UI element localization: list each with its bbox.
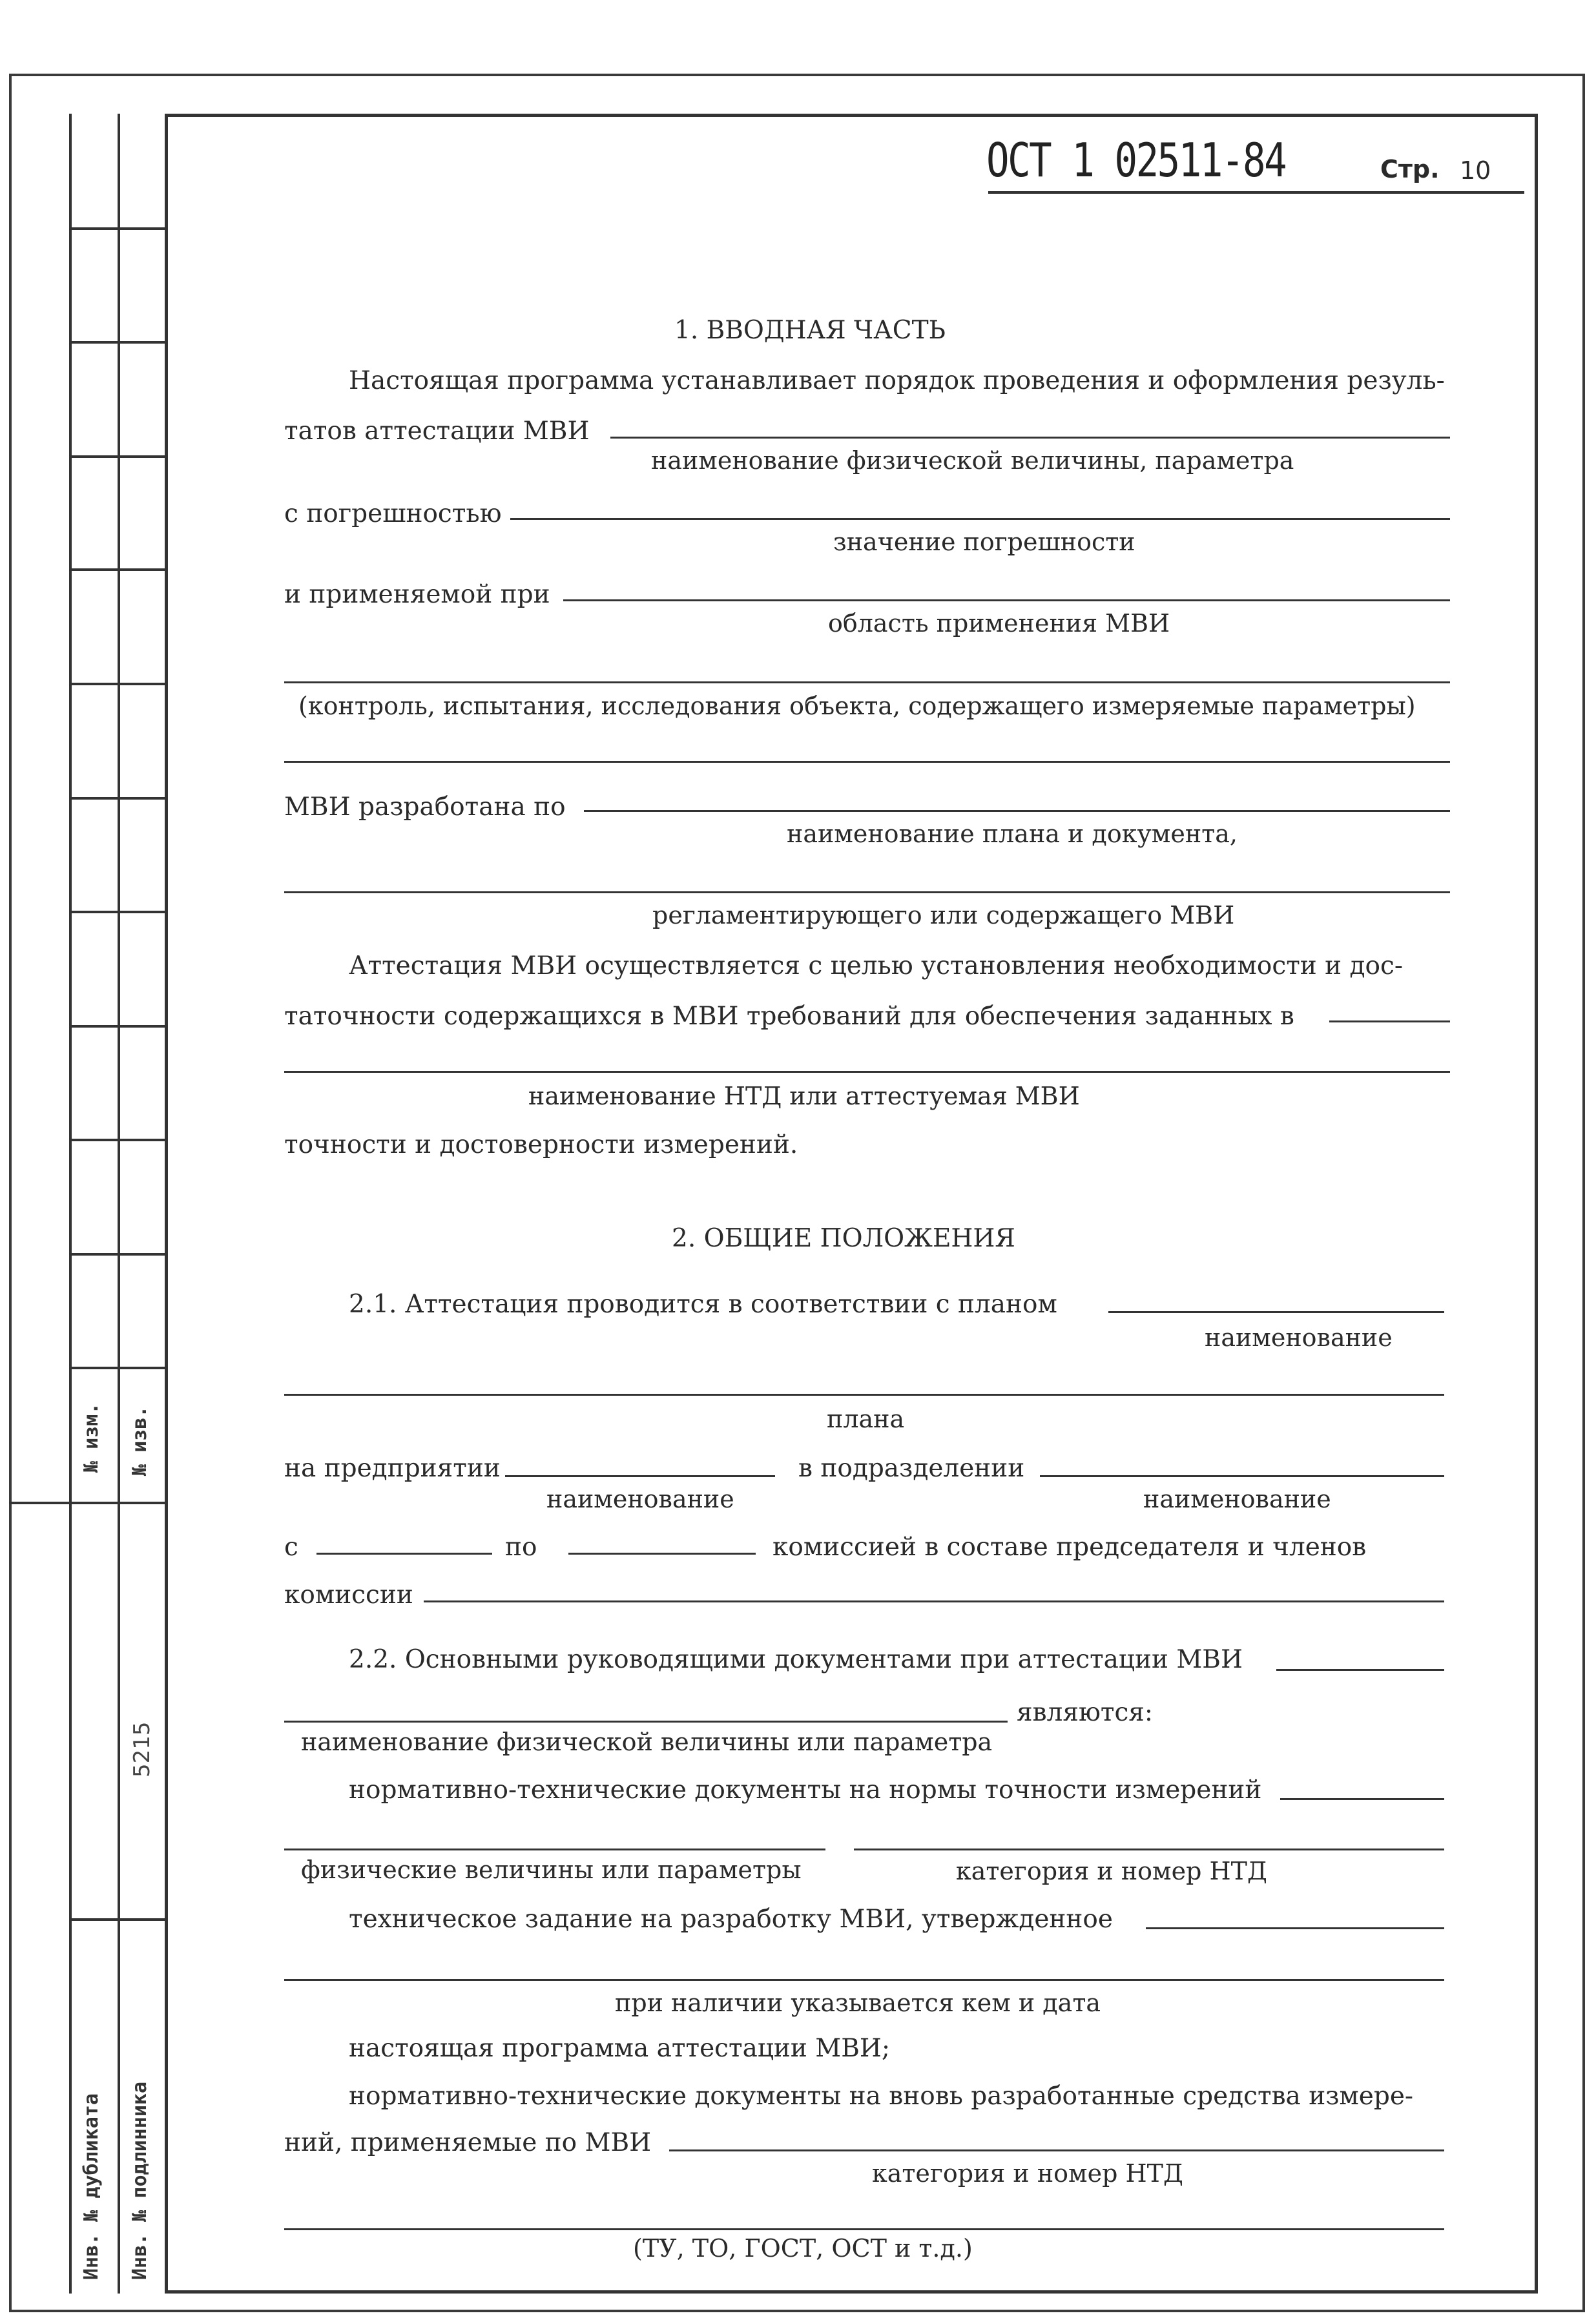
izm-label: № изм. <box>80 1402 103 1473</box>
fill-line-ntd-category <box>854 1849 1444 1850</box>
s1-text-line2: татов аттестации МВИ <box>284 417 590 446</box>
p22-text: 2.2. Основными руководящими документами при аттестации МВИ <box>349 1645 1243 1674</box>
fill-line-enterprise <box>505 1475 775 1477</box>
fill-line-date-from <box>316 1553 492 1555</box>
p21-text: 2.1. Аттестация проводится в соответствии с планом <box>349 1290 1057 1319</box>
fill-line-ntd <box>284 1071 1450 1073</box>
hint-physical-values: физические величины или параметры <box>301 1856 802 1884</box>
fill-line-si <box>669 2149 1444 2151</box>
fill-line-commission <box>424 1600 1444 1602</box>
fill-line-plan <box>584 810 1450 812</box>
fill-line-date-to <box>568 1553 756 1555</box>
fill-line-plan-full <box>284 1394 1444 1396</box>
page-number: 10 <box>1460 156 1491 185</box>
fill-line-tz <box>1146 1927 1444 1929</box>
hint-subdivision-name: наименование <box>1143 1485 1331 1513</box>
hint-enterprise-name: наименование <box>546 1485 734 1513</box>
s1-p2-line3: точности и достоверности измерений. <box>284 1130 798 1159</box>
hint-who-date: при наличии указывается кем и дата <box>615 1989 1101 2017</box>
section1-heading: 1. ВВОДНАЯ ЧАСТЬ <box>674 316 946 345</box>
date-to-label: по <box>505 1533 537 1562</box>
hint-tu-to-gost: (ТУ, ТО, ГОСТ, ОСТ и т.д.) <box>633 2234 973 2263</box>
header-underline <box>988 191 1524 194</box>
komissii-label: комиссии <box>284 1580 413 1610</box>
fill-line-si-2 <box>284 2228 1444 2230</box>
izv-label: № изв. <box>129 1405 151 1476</box>
ntd-si-line1: нормативно-технические документы на вновь разработанные средства измере- <box>349 2082 1414 2111</box>
podrazdelenie-label: в подразделении <box>798 1454 1025 1483</box>
komissiey-text: комиссией в составе председателя и членов <box>772 1533 1367 1562</box>
fill-line-plan-name <box>1108 1311 1444 1313</box>
document-code: ОСТ 1 02511-84 <box>986 133 1286 187</box>
fill-line-mvi <box>610 437 1450 439</box>
ntd-si-line2: ний, применяемые по МВИ <box>284 2128 652 2157</box>
fill-line-pogreshnost <box>510 518 1450 520</box>
dublikat-label: Инв. № дубликата <box>80 2093 103 2280</box>
s1-p2-line1: Аттестация МВИ осуществляется с целью установления необходимости и дос- <box>349 951 1404 980</box>
yavlyayutsya-text: являются: <box>1017 1698 1154 1727</box>
hint-ntd-category-2: категория и номер НТД <box>872 2159 1183 2188</box>
hint-plana: плана <box>827 1405 905 1433</box>
s1-text-line1: Настоящая программа устанавливает порядок проведения и оформления резуль- <box>349 366 1445 395</box>
fill-line-phys-values <box>284 1849 825 1850</box>
date-from-label: с <box>284 1533 298 1562</box>
ntd-norms-text: нормативно-технические документы на нормы точности измерений <box>349 1776 1262 1805</box>
program-text: настоящая программа аттестации МВИ; <box>349 2034 891 2063</box>
hint-ntd-mvi: наименование НТД или аттестуемая МВИ <box>528 1082 1080 1110</box>
hint-regulating-doc: регламентирующего или содержащего МВИ <box>652 901 1235 929</box>
pogreshnost-label: с погрешностью <box>284 499 502 528</box>
fill-line-p22 <box>1276 1669 1444 1671</box>
inventory-number: 5215 <box>129 1721 155 1777</box>
hint-ntd-category: категория и номер НТД <box>956 1857 1267 1885</box>
fill-line-physical <box>284 1721 1008 1723</box>
s1-p2-line2: таточности содержащихся в МВИ требований для обеспечения заданных в <box>284 1002 1294 1031</box>
fill-line-plan-2 <box>284 891 1450 893</box>
fill-line-ntd-norms <box>1280 1798 1444 1800</box>
hint-error-value: значение погрешности <box>833 528 1135 556</box>
side-column-mid-border <box>118 114 120 2294</box>
podlinnik-label: Инв. № подлинника <box>129 2081 151 2280</box>
fill-line-primenenie <box>563 599 1450 601</box>
fill-line-application <box>284 681 1450 683</box>
hint-control-tests: (контроль, испытания, исследования объекта, содержащего измеряемые параметры) <box>298 692 1416 720</box>
fill-line-application-2 <box>284 761 1450 763</box>
primenyaemoy-label: и применяемой при <box>284 580 550 609</box>
fill-line-tz-2 <box>284 1979 1444 1981</box>
fill-line-subdivision <box>1040 1475 1444 1477</box>
hint-application-area: область применения МВИ <box>828 609 1170 637</box>
side-column-left-border <box>69 114 72 2294</box>
page-label: Стр. <box>1380 155 1440 183</box>
tz-text: техническое задание на разработку МВИ, утвержденное <box>349 1905 1113 1934</box>
section2-heading: 2. ОБЩИЕ ПОЛОЖЕНИЯ <box>672 1224 1015 1253</box>
hint-plan-document: наименование плана и документа, <box>787 820 1238 848</box>
fill-line-zadannyh <box>1329 1020 1450 1022</box>
hint-naimenovanie: наименование <box>1205 1323 1393 1352</box>
predpriyatie-label: на предприятии <box>284 1454 501 1483</box>
hint-physical-quantity: наименование физической величины, параметра <box>651 446 1294 475</box>
razrabotana-label: МВИ разработана по <box>284 792 566 822</box>
hint-physical-param: наименование физической величины или параметра <box>301 1728 993 1756</box>
